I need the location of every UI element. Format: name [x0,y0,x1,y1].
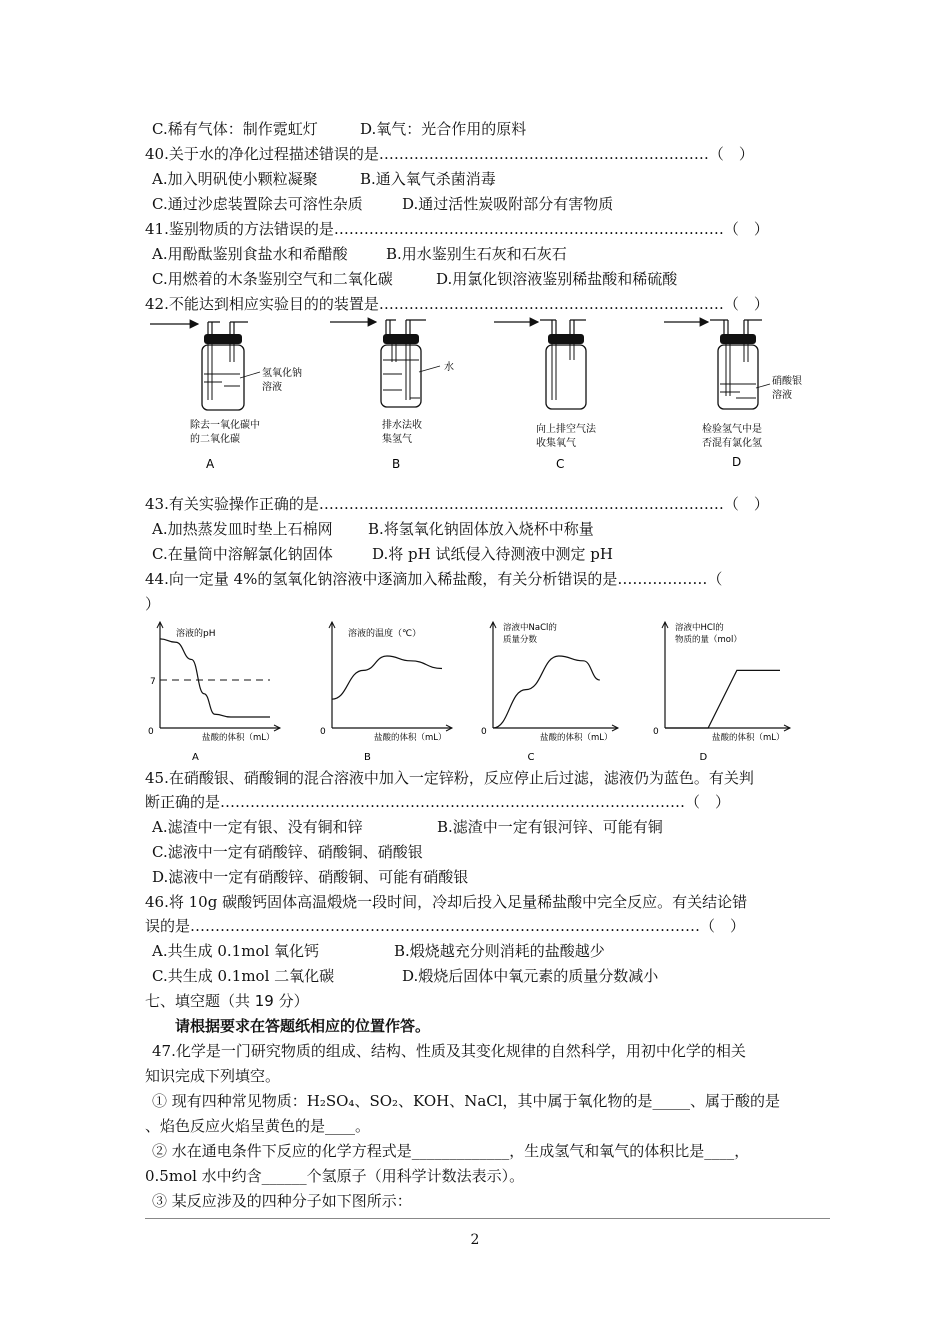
q40-option-a: A.加入明矾使小颗粒凝聚 [152,170,318,188]
chart-a-origin: 0 [148,727,154,737]
apparatus-d-letter: D [732,455,742,469]
q46-options-ab [152,940,605,962]
q44-stem-line-1: 44.向一定量 4%的氢氧化钠溶液中逐滴加入稀盐酸，有关分析错误的是………………（ [145,570,723,588]
q41-option-b: B.用水鉴别生石灰和石灰石 [386,245,567,263]
stopper-d [720,334,756,344]
q45-option-c: C.滤液中一定有硝酸锌、硝酸铜、硝酸银 [152,843,423,861]
apparatus-d [664,320,802,469]
apparatus-a-label-2: 溶液 [262,382,282,393]
q41-option-d: D.用氯化钡溶液鉴别稀盐酸和稀硫酸 [436,270,678,288]
apparatus-a-caption-1: 除去一氧化碳中 [190,420,260,431]
q46-option-b: B.煅烧越充分则消耗的盐酸越少 [394,942,605,960]
stopper-c [548,334,584,344]
apparatus-b [330,320,454,471]
q44-charts [140,612,820,766]
footer-rule [145,1218,830,1219]
q45-option-a: A.滤渣中一定有银、没有铜和锌 [152,818,363,836]
q46-stem-line-2: 误的是…………………………………………………………………………………………（ ） [145,917,746,935]
q47-part1-line-1: ① 现有四种常见物质：H₂SO₄、SO₂、KOH、NaCl，其中属于氧化物的是_____、属于酸的是 [152,1092,781,1110]
q45-options-ab [152,816,663,838]
chart-a-ylabel: 溶液的pH [176,629,216,639]
q41-options-cd [152,268,678,290]
q40-options-ab [152,168,496,190]
q41-option-a: A.用酚酞鉴别食盐水和希醋酸 [152,245,348,263]
chart-c-ylabel-1: 溶液中NaCl的 [503,623,557,633]
apparatus-d-label-1: 硝酸银 [772,376,802,387]
chart-d-ylabel-1: 溶液中HCl的 [675,623,724,633]
q43-options-ab [152,518,594,540]
q41-options-ab [152,243,567,265]
page-number: 2 [470,1232,480,1248]
q46-option-d: D.煅烧后固体中氧元素的质量分数减小 [402,967,659,985]
chart-a-xlabel: 盐酸的体积（mL） [202,733,275,743]
q39-options-row-cd [152,118,527,140]
chart-b-ylabel: 溶液的温度（℃） [348,629,422,639]
section-7-instruction: 请根据要求在答题纸相应的位置作答。 [175,1017,431,1035]
chart-a-reference-label: 7 [150,677,156,687]
q40-option-c: C.通过沙虑装置除去可溶性杂质 [152,195,363,213]
q43-option-d: D.将 pH 试纸侵入待测液中测定 pH [372,545,613,563]
chart-c-origin: 0 [481,727,487,737]
q46-option-a: A.共生成 0.1mol 氧化钙 [152,942,320,960]
apparatus-a-letter: A [206,457,215,471]
q39-option-c: C.稀有气体：制作霓虹灯 [152,120,318,138]
q47-part2-line-1: ② 水在通电条件下反应的化学方程式是_____________，生成氢气和氧气的体积比是____， [152,1142,750,1160]
chart-a-letter: A [192,752,199,763]
q40-options-cd [152,193,614,215]
stopper-b [383,334,419,344]
chart-a-curve [160,639,270,717]
apparatus-c-letter: C [556,457,565,471]
q43-option-a: A.加热蒸发皿时垫上石棉网 [152,520,333,538]
chart-b-origin: 0 [320,727,326,737]
chart-b-curve [332,656,442,699]
q40-stem: 40.关于水的净化过程描述错误的是…………………………………………………………（ ） [145,145,754,163]
q45-option-b: B.滤渣中一定有银河锌、可能有铜 [437,818,663,836]
q45-stem-line-1: 45.在硝酸银、硝酸铜的混合溶液中加入一定锌粉，反应停止后过滤，滤液仍为蓝色。有关判 [145,769,754,787]
q47-part3-line-1: ③ 某反应涉及的四种分子如下图所示： [152,1192,412,1210]
chart-c-ylabel-2: 质量分数 [503,635,538,645]
q40-option-d: D.通过活性炭吸附部分有害物质 [402,195,614,213]
q41-option-c: C.用燃着的木条鉴别空气和二氧化碳 [152,270,393,288]
chart-b-letter: B [364,752,371,763]
chart-c-letter: C [527,752,535,763]
q47-part1-line-2: 、焰色反应火焰呈黄色的是____。 [145,1117,371,1135]
section-7-title: 七、填空题（共 19 分） [145,992,309,1010]
q44-stem-line-2: ） [145,595,161,613]
q43-option-b: B.将氢氧化钠固体放入烧杯中称量 [368,520,594,538]
apparatus-b-caption-1: 排水法收 [382,420,422,431]
q46-options-cd [152,965,659,987]
apparatus-b-caption-2: 集氢气 [382,434,412,445]
chart-d-curve [665,670,780,728]
stopper-a [204,334,242,344]
q45-stem-line-2: 断正确的是…………………………………………………………………………………（ ） [145,793,731,811]
q41-stem: 41.鉴别物质的方法错误的是……………………………………………………………………（ ） [145,220,769,238]
chart-c-xlabel: 盐酸的体积（mL） [540,733,613,743]
apparatus-a [150,322,302,471]
apparatus-b-label: 水 [444,362,454,373]
chart-d-ylabel-2: 物质的量（mol） [675,635,742,645]
apparatus-d-caption-2: 否混有氯化氢 [702,438,762,449]
chart-b-xlabel: 盐酸的体积（mL） [374,733,447,743]
apparatus-c-caption-1: 向上排空气法 [536,424,596,435]
q42-stem: 42.不能达到相应实验目的的装置是……………………………………………………………（ ） [145,295,769,313]
q47-intro-line-1: 47.化学是一门研究物质的组成、结构、性质及其变化规律的自然科学，用初中化学的相关 [152,1042,746,1060]
apparatus-b-letter: B [392,457,401,471]
q43-options-cd [152,543,613,565]
q47-intro-line-2: 知识完成下列填空。 [145,1067,281,1085]
chart-c-curve [493,656,600,728]
q42-apparatus-figure [140,312,820,480]
q43-option-c: C.在量筒中溶解氯化钠固体 [152,545,333,563]
apparatus-d-caption-1: 检验氢气中是 [702,424,762,435]
apparatus-c-caption-2: 收集氧气 [536,438,576,449]
q40-option-b: B.通入氧气杀菌消毒 [360,170,496,188]
q39-option-d: D.氧气：光合作用的原料 [360,120,527,138]
apparatus-d-label-2: 溶液 [772,390,792,401]
chart-d-letter: D [699,752,708,763]
apparatus-a-caption-2: 的二氧化碳 [190,434,240,445]
q46-option-c: C.共生成 0.1mol 二氧化碳 [152,967,335,985]
chart-d-origin: 0 [653,727,659,737]
q45-option-d: D.滤液中一定有硝酸锌、硝酸铜、可能有硝酸银 [152,868,469,886]
q47-part2-line-2: 0.5mol 水中约含______个氢原子（用科学计数法表示）。 [145,1167,525,1185]
bottle-d [718,345,758,409]
apparatus-c [494,320,597,471]
apparatus-a-label-1: 氢氧化钠 [262,368,302,379]
chart-d-xlabel: 盐酸的体积（mL） [712,733,785,743]
q43-stem: 43.有关实验操作正确的是………………………………………………………………………（ ） [145,495,769,513]
q46-stem-line-1: 46.将 10g 碳酸钙固体高温煅烧一段时间，冷却后投入足量稀盐酸中完全反应。有关结论错 [145,893,748,911]
